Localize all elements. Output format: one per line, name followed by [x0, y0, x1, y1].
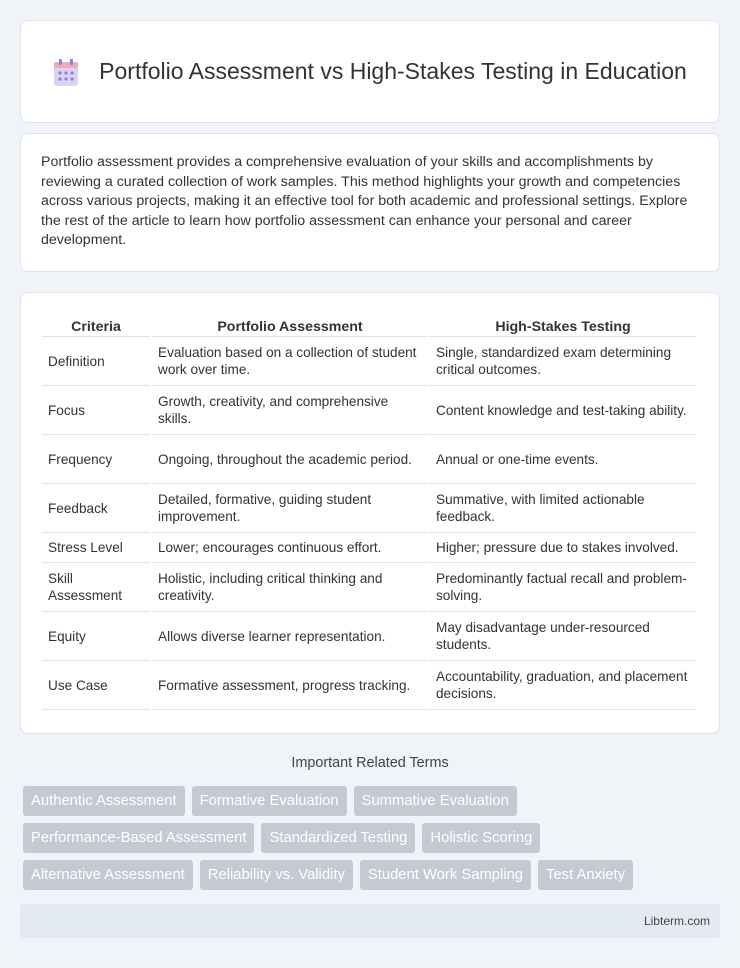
portfolio-cell: Detailed, formative, guiding student improvement. — [152, 484, 428, 533]
portfolio-cell: Allows diverse learner representation. — [152, 612, 428, 661]
related-term-tag[interactable]: Alternative Assessment — [23, 860, 193, 890]
high-stakes-cell: Summative, with limited actionable feedback. — [430, 484, 696, 533]
table-row — [42, 612, 696, 661]
criteria-cell: Focus — [42, 386, 150, 435]
related-term-tag[interactable]: Performance-Based Assessment — [23, 823, 254, 853]
table-row — [42, 533, 696, 563]
intro-card — [20, 133, 720, 272]
criteria-cell: Feedback — [42, 484, 150, 533]
portfolio-cell: Holistic, including critical thinking and creativity. — [152, 563, 428, 612]
related-terms-list — [0, 786, 720, 897]
portfolio-cell: Formative assessment, progress tracking. — [152, 661, 428, 710]
high-stakes-cell: Accountability, graduation, and placement decisions. — [430, 661, 696, 710]
high-stakes-cell: Annual or one-time events. — [430, 435, 696, 484]
table-header-row — [42, 313, 696, 337]
high-stakes-cell: May disadvantage under-resourced students. — [430, 612, 696, 661]
related-term-tag[interactable]: Summative Evaluation — [354, 786, 517, 816]
related-term-tag[interactable]: Holistic Scoring — [422, 823, 540, 853]
intro-text: Portfolio assessment provides a comprehensive evaluation of your skills and accomplishments by reviewing a curated collection of work samples. This method highlights your growth and competencies across various projects, making it an effective tool for both academic and professional settings. Explore the rest of the article to learn how portfolio assessment can enhance your personal and career development. — [41, 154, 688, 249]
criteria-cell: Frequency — [42, 435, 150, 484]
related-term-tag[interactable]: Standardized Testing — [261, 823, 415, 853]
criteria-cell: Stress Level — [42, 533, 150, 563]
table-row — [42, 337, 696, 386]
high-stakes-cell: Single, standardized exam determining critical outcomes. — [430, 337, 696, 386]
related-term-tag[interactable]: Formative Evaluation — [192, 786, 347, 816]
related-term-tag[interactable]: Reliability vs. Validity — [200, 860, 353, 890]
high-stakes-cell: Predominantly factual recall and problem-solving. — [430, 563, 696, 612]
portfolio-cell: Growth, creativity, and comprehensive skills. — [152, 386, 428, 435]
footer — [20, 904, 720, 938]
comparison-table-card — [20, 292, 720, 734]
table-row — [42, 386, 696, 435]
column-header-criteria: Criteria — [42, 313, 150, 337]
related-terms-title: Important Related Terms — [291, 755, 449, 771]
table-row — [42, 563, 696, 612]
high-stakes-cell: Content knowledge and test-taking ability. — [430, 386, 696, 435]
related-term-tag[interactable]: Student Work Sampling — [360, 860, 531, 890]
comparison-table — [40, 313, 698, 710]
column-header-portfolio: Portfolio Assessment — [152, 313, 428, 337]
high-stakes-cell: Higher; pressure due to stakes involved. — [430, 533, 696, 563]
portfolio-cell: Evaluation based on a collection of student work over time. — [152, 337, 428, 386]
footer-site-link[interactable]: Libterm.com — [643, 914, 710, 928]
column-header-high-stakes: High-Stakes Testing — [430, 313, 696, 337]
criteria-cell: Skill Assessment — [42, 563, 150, 612]
portfolio-cell: Ongoing, throughout the academic period. — [152, 435, 428, 484]
document-icon — [53, 59, 79, 87]
page-title: Portfolio Assessment vs High-Stakes Testing in Education — [99, 57, 687, 84]
criteria-cell: Definition — [42, 337, 150, 386]
criteria-cell: Equity — [42, 612, 150, 661]
portfolio-cell: Lower; encourages continuous effort. — [152, 533, 428, 563]
header-inner — [53, 57, 687, 87]
related-term-tag[interactable]: Authentic Assessment — [23, 786, 185, 816]
criteria-cell: Use Case — [42, 661, 150, 710]
header-card — [20, 20, 720, 123]
table-row — [42, 661, 696, 710]
table-row — [42, 435, 696, 484]
related-term-tag[interactable]: Test Anxiety — [538, 860, 633, 890]
table-row — [42, 484, 696, 533]
